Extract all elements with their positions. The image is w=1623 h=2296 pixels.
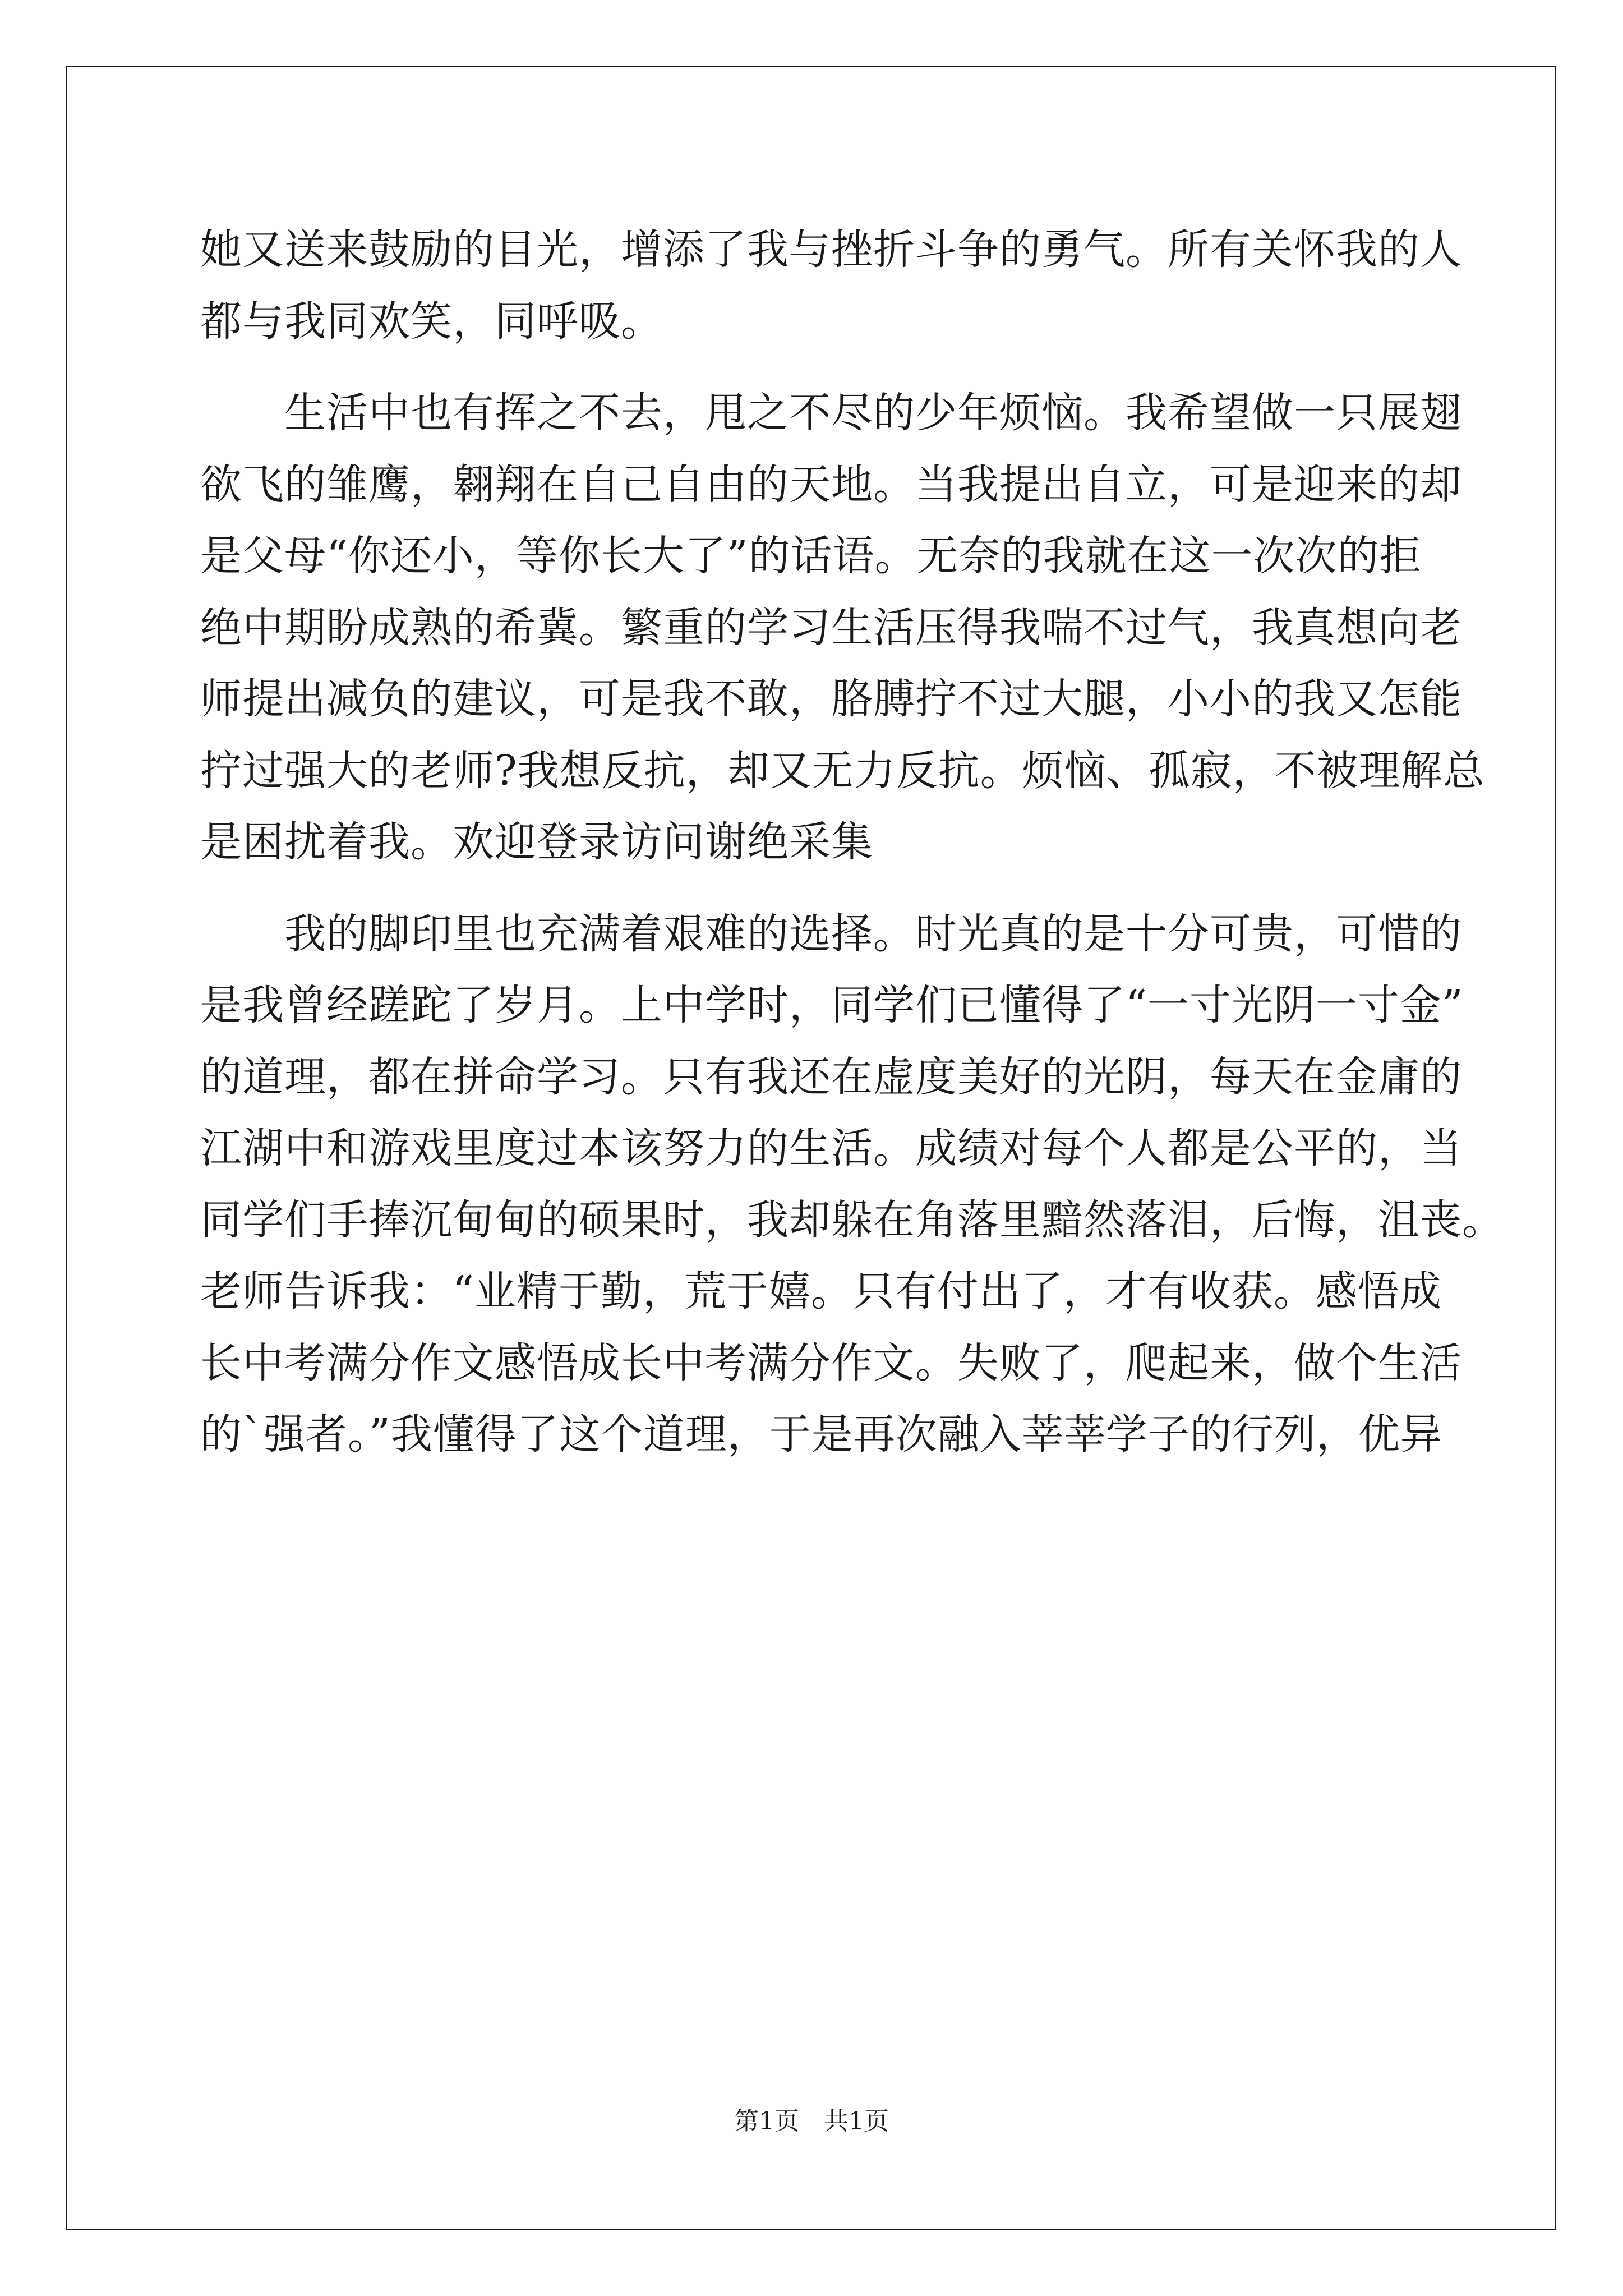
text-line: 我的脚印里也充满着艰难的选择。时光真的是十分可贵，可惜的	[200, 909, 1462, 958]
text-line: 师提出减负的建议，可是我不敢，胳膊拧不过大腿，小小的我又怎能	[200, 675, 1462, 723]
text-line: 欲飞的雏鹰，翱翔在自己自由的天地。当我提出自立，可是迎来的却	[200, 460, 1462, 509]
text-line: 的`强者。”我懂得了这个道理，于是再次融入莘莘学子的行列，优异	[200, 1410, 1442, 1458]
text-line: 绝中期盼成熟的希冀。繁重的学习生活压得我喘不过气，我真想向老	[200, 603, 1462, 652]
text-line: 是我曾经蹉跎了岁月。上中学时，同学们已懂得了“一寸光阴一寸金”	[200, 981, 1464, 1029]
document-body	[200, 214, 1504, 1471]
paragraph-gap	[200, 357, 1428, 378]
text-line: 她又送来鼓励的目光，增添了我与挫折斗争的勇气。所有关怀我的人	[200, 226, 1462, 274]
text-line: 老师告诉我：“业精于勤，荒于嬉。只有付出了，才有收获。感悟成	[200, 1267, 1442, 1315]
text-line: 都与我同欢笑，同呼吸。	[200, 297, 663, 346]
page-footer: 第1页 共1页	[734, 2107, 889, 2136]
text-line: 江湖中和游戏里度过本该努力的生活。成绩对每个人都是公平的，当	[200, 1124, 1462, 1172]
text-line: 拧过强大的老师?我想反抗，却又无力反抗。烦恼、孤寂，不被理解总	[200, 746, 1485, 795]
text-line: 是困扰着我。欢迎登录访问谢绝采集	[200, 818, 873, 866]
text-line: 同学们手捧沉甸甸的硕果时，我却躲在角落里黯然落泪，后悔，沮丧。	[200, 1195, 1504, 1244]
paragraph-gap	[200, 878, 1428, 899]
text-line: 的道理，都在拼命学习。只有我还在虚度美好的光阴，每天在金庸的	[200, 1052, 1462, 1101]
text-line: 长中考满分作文感悟成长中考满分作文。失败了，爬起来，做个生活	[200, 1338, 1462, 1387]
text-line: 是父母“你还小，等你长大了”的话语。无奈的我就在这一次次的拒	[200, 532, 1422, 580]
text-line: 生活中也有挥之不去，甩之不尽的少年烦恼。我希望做一只展翅	[200, 389, 1462, 437]
